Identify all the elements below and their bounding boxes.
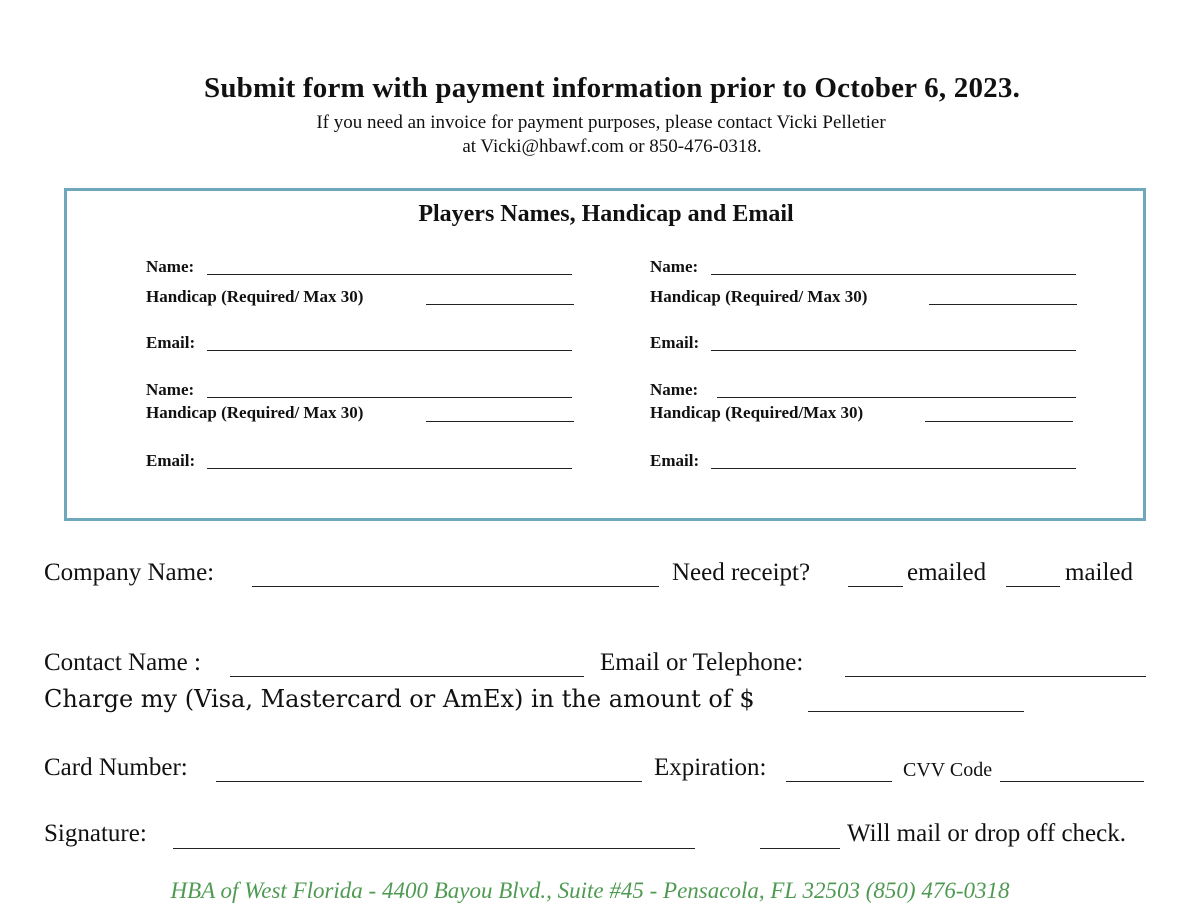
player1-name-field[interactable] xyxy=(207,274,572,275)
charge-amount-label: Charge my (Visa, Mastercard or AmEx) in the amount of $ xyxy=(44,685,755,713)
signature-label: Signature: xyxy=(44,820,147,847)
players-box xyxy=(64,188,1146,521)
player4-email-label: Email: xyxy=(650,451,700,470)
footer-address: HBA of West Florida - 4400 Bayou Blvd., Suite #45 - Pensacola, FL 32503 (850) 476-0318 xyxy=(170,878,1010,903)
player1-name-label: Name: xyxy=(146,257,195,276)
card-number-label: Card Number: xyxy=(44,754,188,781)
player2-email-field[interactable] xyxy=(711,350,1076,351)
expiration-label: Expiration: xyxy=(654,754,767,781)
player3-handicap-label: Handicap (Required/ Max 30) xyxy=(146,403,364,422)
player2-name-label: Name: xyxy=(650,257,699,276)
invoice-note-line2: at Vicki@hbawf.com or 850-476-0318. xyxy=(462,136,762,157)
signature-field[interactable] xyxy=(173,848,695,849)
player2-handicap-field[interactable] xyxy=(929,304,1077,305)
contact-name-label: Contact Name : xyxy=(44,649,201,676)
player3-name-label: Name: xyxy=(146,380,195,399)
player2-name-field[interactable] xyxy=(711,274,1076,275)
email-telephone-label: Email or Telephone: xyxy=(600,649,804,676)
contact-name-field[interactable] xyxy=(230,676,584,677)
page-heading: Submit form with payment information prior to October 6, 2023. xyxy=(203,72,1021,104)
player3-email-field[interactable] xyxy=(207,468,572,469)
mail-check-label: Will mail or drop off check. xyxy=(847,820,1127,847)
players-section-title: Players Names, Handicap and Email xyxy=(418,201,794,227)
cvv-code-field[interactable] xyxy=(1000,781,1144,782)
receipt-mailed-blank[interactable] xyxy=(1006,586,1060,587)
cvv-code-label: CVV Code xyxy=(903,759,993,781)
player4-name-field[interactable] xyxy=(717,397,1076,398)
email-telephone-field[interactable] xyxy=(845,676,1146,677)
player4-handicap-label: Handicap (Required/Max 30) xyxy=(650,403,864,422)
player4-handicap-field[interactable] xyxy=(925,421,1073,422)
player2-handicap-label: Handicap (Required/ Max 30) xyxy=(650,287,868,306)
check-blank[interactable] xyxy=(760,848,840,849)
player1-email-field[interactable] xyxy=(207,350,572,351)
receipt-label: Need receipt? xyxy=(672,559,811,586)
player3-name-field[interactable] xyxy=(207,397,572,398)
player1-handicap-field[interactable] xyxy=(426,304,574,305)
player2-email-label: Email: xyxy=(650,333,700,352)
receipt-emailed-label: emailed xyxy=(907,559,987,586)
player1-handicap-label: Handicap (Required/ Max 30) xyxy=(146,287,364,306)
company-name-label: Company Name: xyxy=(44,559,215,586)
expiration-field[interactable] xyxy=(786,781,892,782)
player3-handicap-field[interactable] xyxy=(426,421,574,422)
player4-name-label: Name: xyxy=(650,380,699,399)
receipt-mailed-label: mailed xyxy=(1065,559,1134,586)
player3-email-label: Email: xyxy=(146,451,196,470)
player4-email-field[interactable] xyxy=(711,468,1076,469)
company-name-field[interactable] xyxy=(252,586,659,587)
player1-email-label: Email: xyxy=(146,333,196,352)
card-number-field[interactable] xyxy=(216,781,642,782)
invoice-note-line1: If you need an invoice for payment purposes, please contact Vicki Pelletier xyxy=(316,112,886,133)
charge-amount-field[interactable] xyxy=(808,711,1024,712)
receipt-emailed-blank[interactable] xyxy=(848,586,903,587)
